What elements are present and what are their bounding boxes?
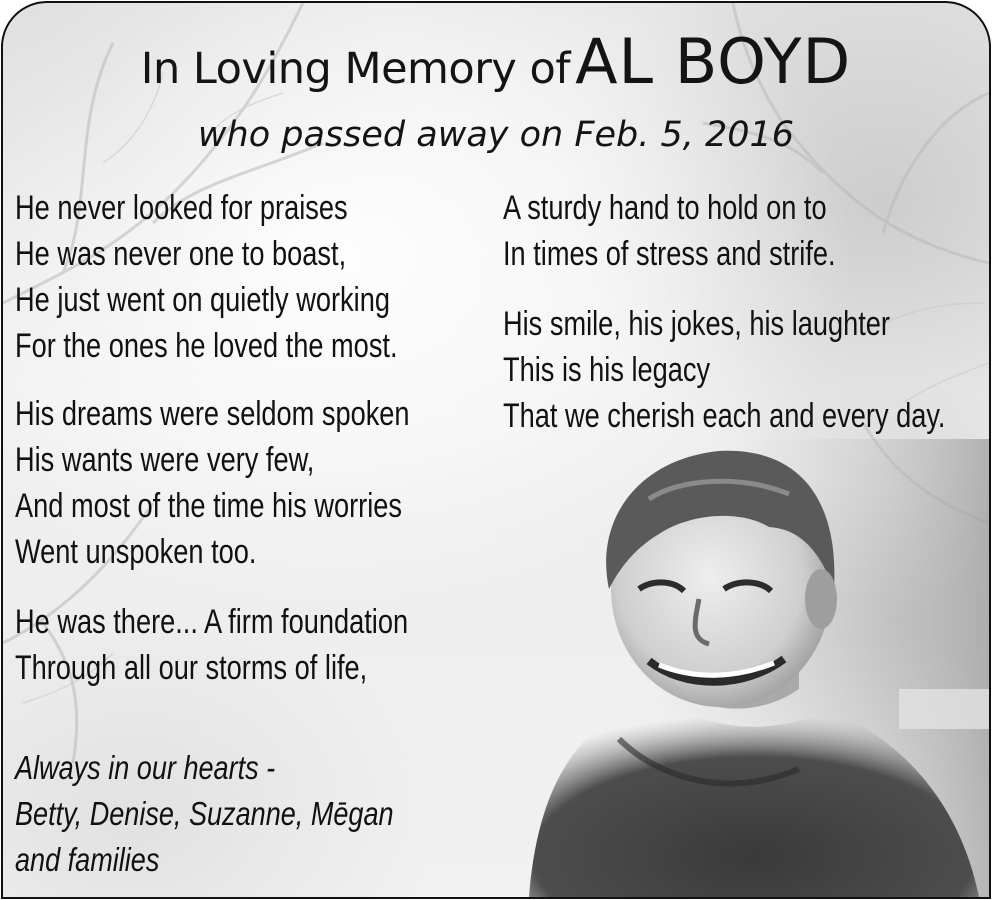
poem-line: This is his legacy: [503, 351, 711, 389]
poem-line: He was there... A firm foundation: [15, 603, 409, 641]
poem-stanza: [503, 185, 991, 277]
poem-line: Went unspoken too.: [15, 533, 257, 571]
poem-right-column: [503, 185, 991, 439]
poem-line: His dreams were seldom spoken: [15, 395, 410, 433]
poem-left-column: [15, 185, 463, 691]
deceased-name: AL BOYD: [575, 25, 852, 98]
poem-line: Through all our storms of life,: [15, 649, 368, 687]
closing-line: Always in our hearts -: [15, 749, 276, 786]
memorial-card: [1, 1, 991, 899]
passing-date-subtitle: who passed away on Feb. 5, 2016: [197, 115, 795, 155]
poem-line: A sturdy hand to hold on to: [503, 189, 827, 227]
poem-stanza: [15, 391, 463, 575]
page-title: [3, 25, 989, 98]
portrait-photo: [499, 439, 989, 897]
poem-stanza: [15, 185, 463, 369]
closing-line: and families: [15, 841, 160, 878]
poem-line: His wants were very few,: [15, 441, 315, 479]
poem-line: His smile, his jokes, his laughter: [503, 305, 890, 343]
family-signature: [15, 745, 394, 883]
poem-stanza: [15, 599, 463, 691]
poem-stanza: [503, 301, 991, 439]
poem-line: In times of stress and strife.: [503, 235, 836, 273]
poem-line: For the ones he loved the most.: [15, 327, 398, 365]
poem-line: And most of the time his worries: [15, 487, 402, 525]
poem-line: He just went on quietly working: [15, 281, 390, 319]
poem-line: He never looked for praises: [15, 189, 348, 227]
poem-line: He was never one to boast,: [15, 235, 347, 273]
closing-line: Betty, Denise, Suzanne, Mēgan: [15, 795, 394, 832]
poem-line: That we cherish each and every day.: [503, 397, 946, 435]
title-lead: In Loving Memory of: [140, 44, 570, 94]
